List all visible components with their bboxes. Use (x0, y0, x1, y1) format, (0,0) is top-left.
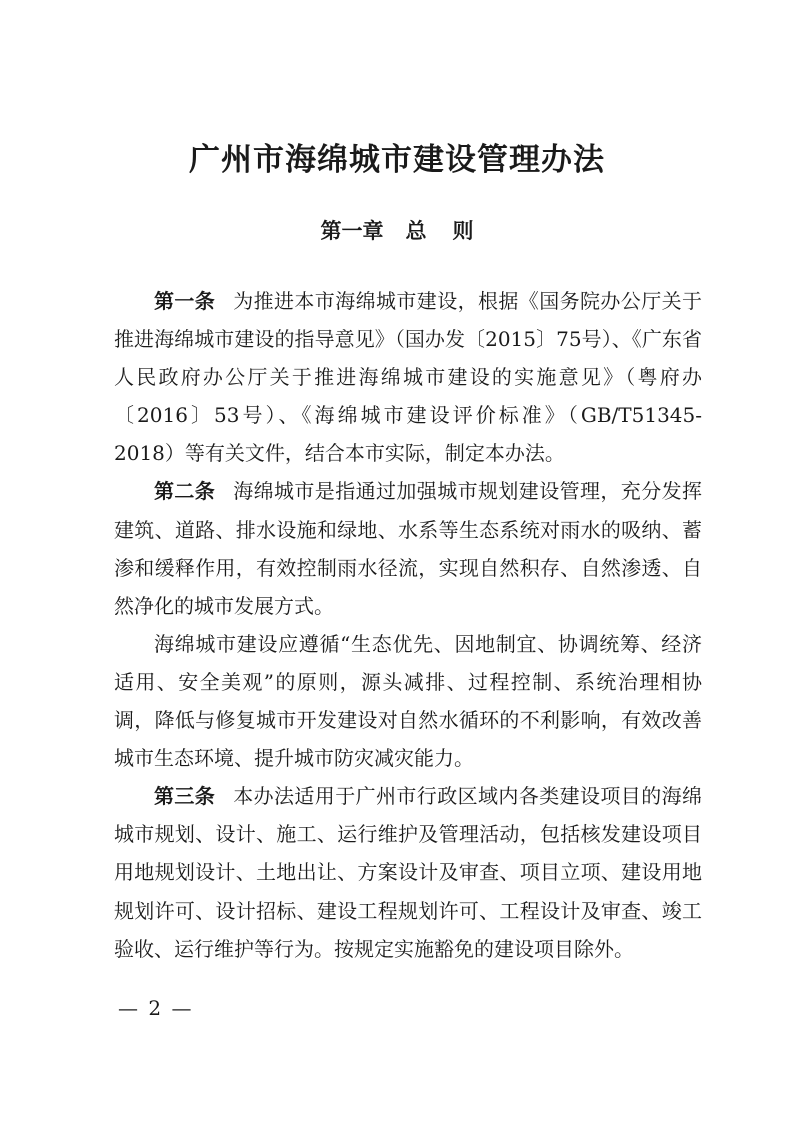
article-2-label: 第二条 (154, 479, 216, 504)
article-2-paragraph (114, 472, 702, 624)
article-1-text: 为推进本市海绵城市建设，根据《国务院办公厅关于推进海绵城市建设的指导意见》（国办发〔2015〕75号）、《广东省人民政府办公厅关于推进海绵城市建设的实施意见》（粤府办〔2016〕53号）、《海绵城市建设评价标准》（GB/T51345-2018）等有关文件，结合本市实际，制定本办法。 (114, 289, 703, 466)
article-2-text: 海绵城市是指通过加强城市规划建设管理，充分发挥建筑、道路、排水设施和绿地、水系等生态系统对雨水的吸纳、蓄渗和缓释作用，有效控制雨水径流，实现自然积存、自然渗透、自然净化的城市发展方式。 (114, 479, 703, 618)
chapter-heading (0, 214, 794, 248)
chapter-name-part1: 总 (405, 218, 427, 243)
article-3-label: 第三条 (154, 784, 216, 809)
article-1-label: 第一条 (154, 289, 216, 313)
document-body (114, 282, 702, 968)
article-3-text: 本办法适用于广州市行政区域内各类建设项目的海绵城市规划、设计、施工、运行维护及管理活动，包括核发建设项目用地规划设计、土地出让、方案设计及审查、项目立项、建设用地规划许可、设计招标、建设工程规划许可、工程设计及审查、竣工验收、运行维护等行为。按规定实施豁免的建设项目除外。 (114, 784, 703, 961)
article-2-continuation-paragraph (114, 625, 702, 777)
article-3-paragraph (114, 777, 702, 967)
article-1-paragraph (114, 282, 702, 472)
document-title: 广州市海绵城市建设管理办法 (189, 142, 605, 178)
chapter-number: 第一章 (320, 218, 384, 243)
article-2-continuation-text: 海绵城市建设应遵循“生态优先、因地制宜、协调统筹、经济适用、安全美观”的原则，源头减排、过程控制、系统治理相协调，降低与修复城市开发建设对自然水循环的不利影响，有效改善城市生态环境、提升城市防灾减灾能力。 (114, 631, 702, 771)
chapter-name-part2: 则 (452, 218, 474, 243)
page-number: — 2 — (118, 996, 194, 1020)
